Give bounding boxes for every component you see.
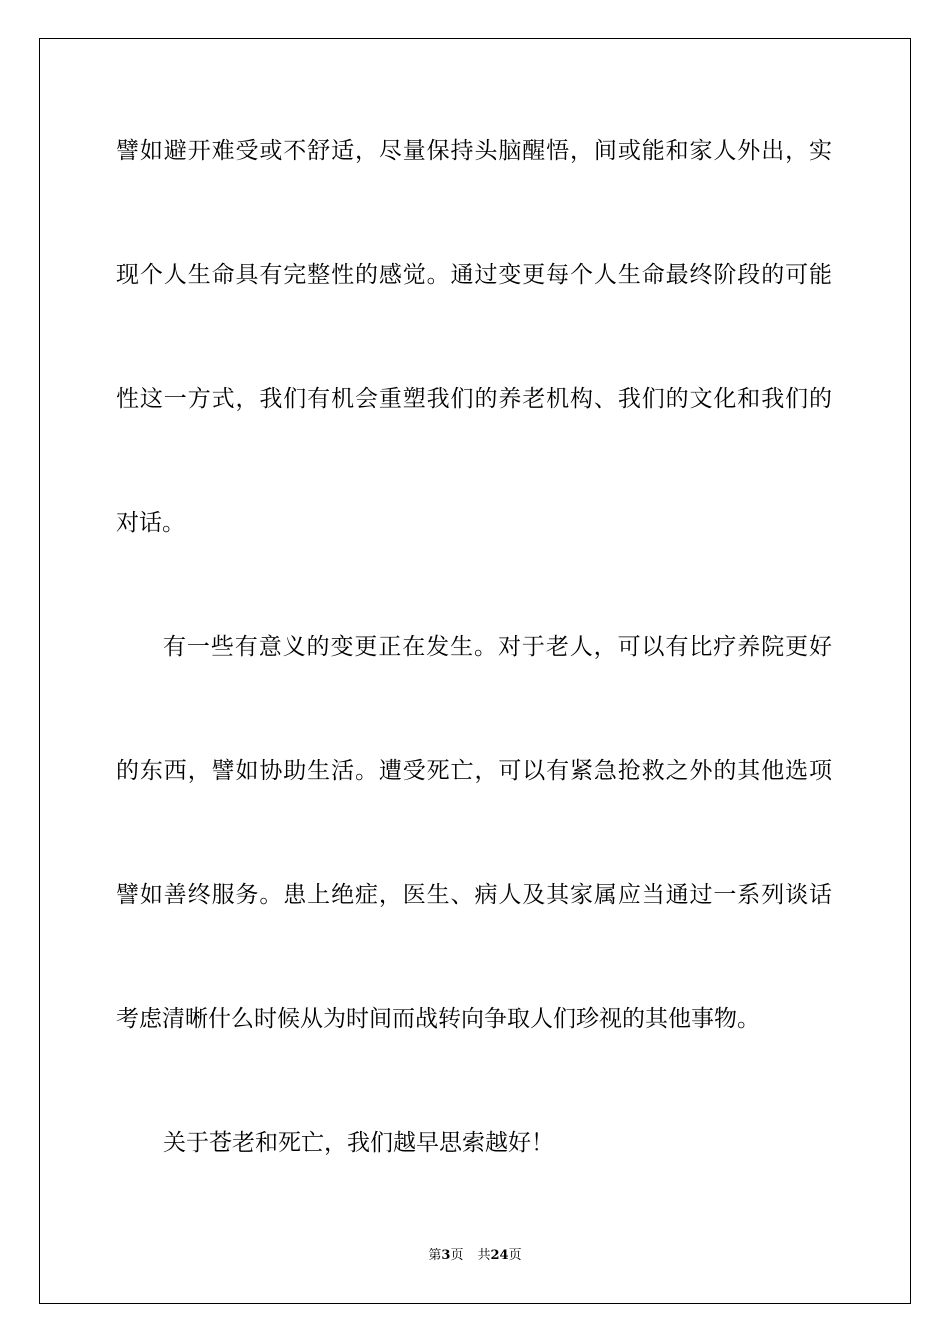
paragraph-line-3: 性这一方式，我们有机会重塑我们的养老机构、我们的文化和我们的: [116, 386, 832, 412]
paragraph-line-5: 有一些有意义的变更正在发生。对于老人，可以有比疗养院更好: [163, 634, 832, 660]
footer-total-number: 24: [490, 1248, 509, 1263]
paragraph-line-1: 譬如避开难受或不舒适，尽量保持头脑醒悟，间或能和家人外出，实: [116, 138, 832, 164]
footer-page-suffix: 页: [450, 1248, 464, 1263]
page-footer: [0, 1247, 950, 1265]
paragraph-line-4: 对话。: [116, 510, 185, 536]
paragraph-line-7: 譬如善终服务。患上绝症，医生、病人及其家属应当通过一系列谈话: [116, 882, 832, 908]
paragraph-line-2: 现个人生命具有完整性的感觉。通过变更每个人生命最终阶段的可能: [116, 262, 832, 288]
page-border: [39, 38, 911, 1304]
footer-total-suffix: 页: [508, 1248, 522, 1263]
footer-total-prefix: 共: [477, 1248, 491, 1263]
paragraph-line-8: 考虑清晰什么时候从为时间而战转向争取人们珍视的其他事物。: [116, 1006, 760, 1032]
footer-page-number: 3: [441, 1248, 451, 1263]
footer-page-prefix: 第: [428, 1248, 442, 1263]
paragraph-line-9: 关于苍老和死亡，我们越早思索越好！: [163, 1130, 554, 1156]
paragraph-line-6: 的东西，譬如协助生活。遭受死亡，可以有紧急抢救之外的其他选项: [116, 758, 832, 784]
